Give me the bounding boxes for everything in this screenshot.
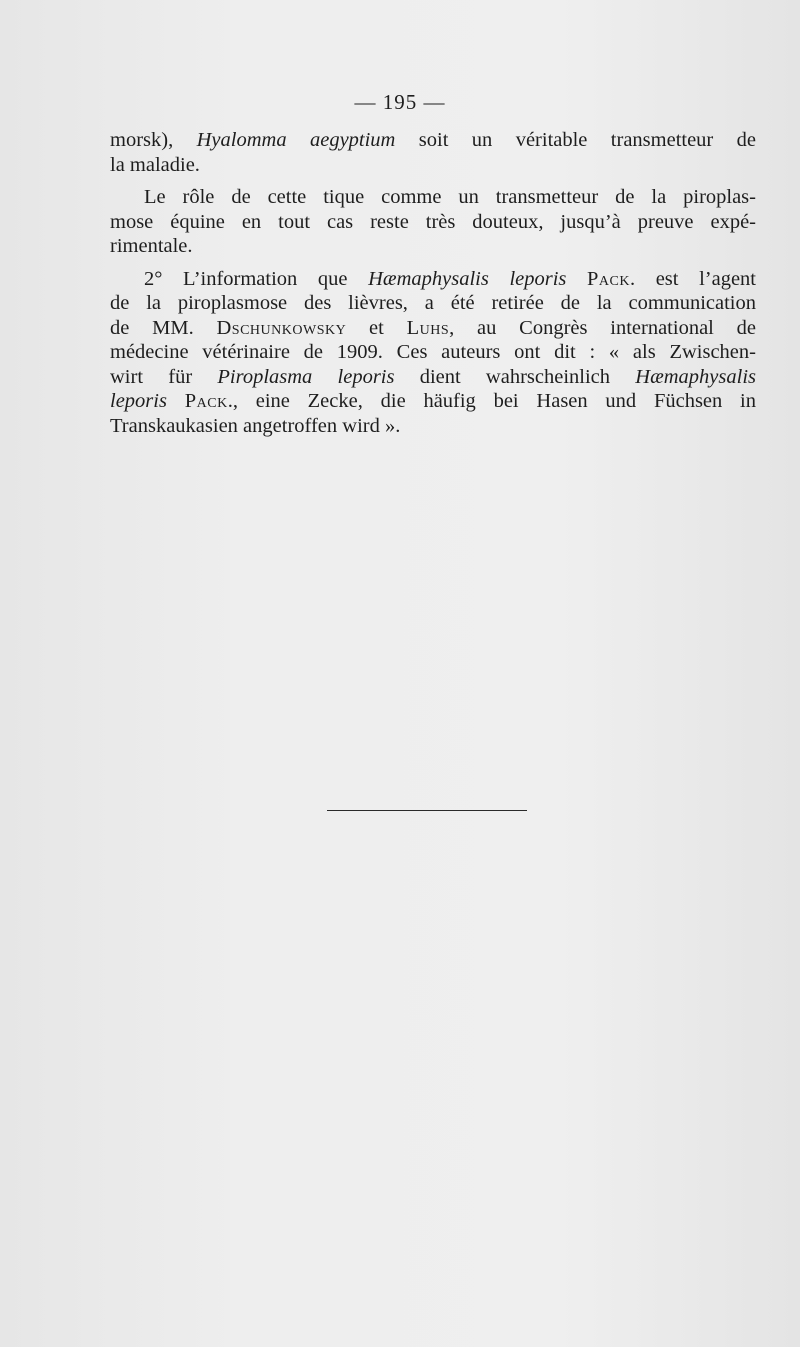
text-line: [110, 128, 756, 153]
text-run: de MM.: [110, 316, 217, 339]
text-run: de la piroplasmose des lièvres, a été retirée de la communication: [110, 292, 756, 314]
text-line: [110, 291, 756, 316]
italic-text: Hæmaphysalis leporis: [368, 267, 567, 290]
text-line: [110, 234, 756, 259]
small-caps-name: Luhs: [406, 316, 450, 339]
text-run: Transkaukasien angetroffen wird ».: [110, 414, 401, 437]
text-line: [110, 389, 756, 414]
italic-text: Piroplasma leporis: [217, 365, 395, 388]
text-run: la maladie.: [110, 153, 200, 176]
paragraph: [110, 267, 756, 439]
italic-text: Hæmaphysalis: [635, 365, 756, 388]
italic-text: Hyalomma aegyptium: [196, 129, 396, 151]
text-line: [110, 414, 756, 439]
text-run: rimentale.: [110, 235, 193, 257]
text-line: [110, 365, 756, 390]
text-run: dient wahrscheinlich: [394, 365, 636, 388]
text-run: wirt für: [110, 365, 218, 388]
text-run: . est l’agent: [629, 267, 756, 290]
text-line: [110, 267, 756, 292]
text-line: [110, 153, 756, 178]
small-caps-name: Pack: [184, 390, 228, 412]
page-number: — 195 —: [354, 90, 446, 114]
text-run: , au Congrès international de: [449, 316, 756, 339]
text-run: 2° L’information que: [144, 267, 369, 290]
text-line: [110, 185, 756, 210]
text-run: soit un véritable transmetteur de: [395, 129, 757, 151]
text-run: médecine vétérinaire de 1909. Ces auteurs ont dit : « als Zwischen-: [110, 341, 756, 363]
text-line: [110, 210, 756, 235]
text-run: morsk),: [110, 129, 197, 151]
text-line: [110, 316, 756, 341]
paragraph: [110, 185, 756, 259]
small-caps-name: Pack: [587, 267, 630, 290]
text-run: [566, 268, 587, 290]
text-run: mose équine en tout cas reste très douteux, jusqu’à preuve expé-: [110, 210, 756, 233]
text-line: [110, 340, 756, 365]
body-text: [110, 128, 756, 438]
small-caps-name: Dschunkowsky: [216, 316, 347, 339]
text-run: [167, 390, 185, 412]
section-divider-rule: [327, 810, 527, 811]
text-run: Le rôle de cette tique comme un transmetteur de la piroplas-: [144, 186, 756, 208]
text-run: ., eine Zecke, die häufig bei Hasen und Füchsen in: [227, 390, 756, 412]
paragraph: [110, 128, 756, 177]
italic-text: leporis: [110, 390, 167, 412]
text-run: et: [346, 316, 407, 339]
